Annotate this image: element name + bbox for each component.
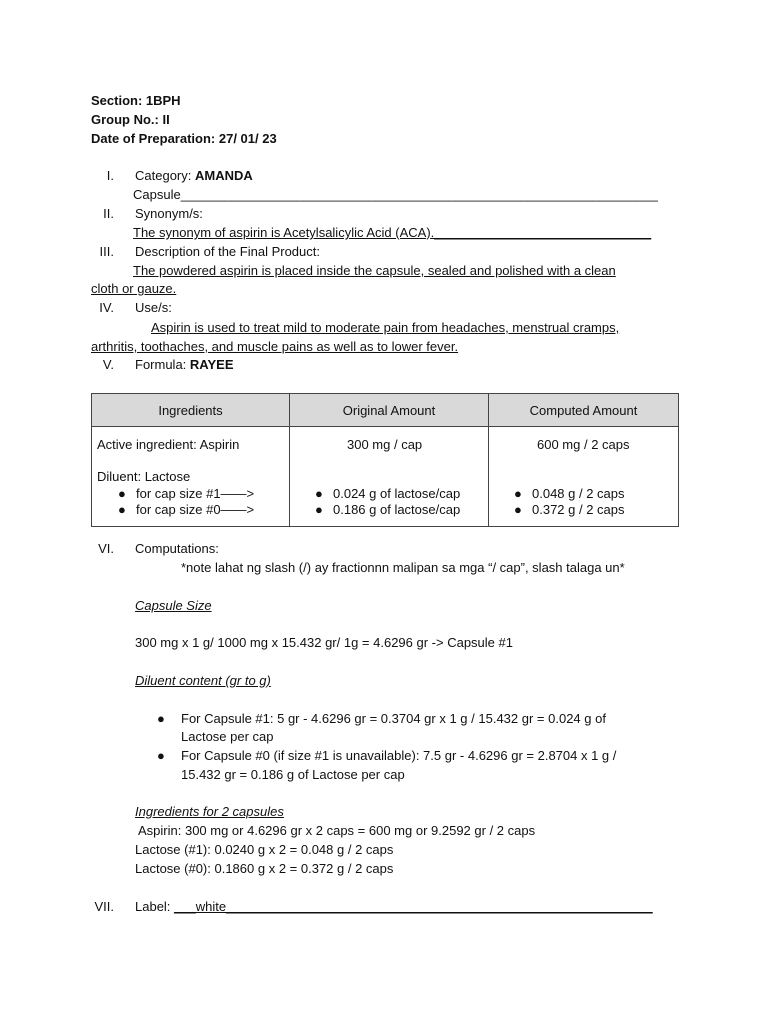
bullet-icon: ●	[514, 486, 522, 501]
bullet-icon: ●	[315, 502, 323, 517]
table-row	[92, 427, 679, 527]
diluent-line-1a: For Capsule #1: 5 gr - 4.6296 gr = 0.3704 gr x 1 g / 15.432 gr = 0.024 g of	[181, 711, 606, 726]
cell-original-size-0: 0.186 g of lactose/cap	[333, 502, 461, 517]
table-cell-ingredients	[92, 427, 290, 527]
ingredients-table	[91, 393, 679, 527]
item-ii-value: The synonym of aspirin is Acetylsalicylic Acid (ACA).______________________________	[133, 225, 652, 240]
diluent-line-1b: Lactose per cap	[181, 729, 274, 744]
label-label: Label:	[135, 899, 175, 914]
item-v-formula	[135, 357, 234, 372]
cell-computed-active: 600 mg / 2 caps	[537, 437, 630, 452]
item-iii-label: Description of the Final Product:	[135, 244, 320, 259]
item-i-label: Category:	[135, 168, 195, 183]
computations-label: Computations:	[135, 541, 219, 556]
computations-note: *note lahat ng slash (/) ay fractionnn malipan sa mga “/ cap”, slash talaga un*	[181, 560, 625, 575]
table-header-ingredients: Ingredients	[92, 394, 290, 427]
list-item	[315, 486, 460, 501]
list-item	[118, 502, 254, 517]
bullet-icon: ●	[514, 502, 522, 517]
item-iv-value-2: arthritis, toothaches, and muscle pains as well as to lower fever.	[91, 339, 459, 354]
item-v-number: V.	[102, 357, 114, 372]
group-line: Group No.: II	[91, 112, 170, 127]
cell-original-active: 300 mg / cap	[347, 437, 423, 452]
item-i-number: I.	[106, 168, 114, 183]
item-iv-label: Use/s:	[135, 300, 172, 315]
section-line: Section: 1BPH	[91, 93, 181, 108]
ingredients-2-caps-heading: Ingredients for 2 capsules	[135, 804, 284, 819]
cell-computed-size-1: 0.048 g / 2 caps	[532, 486, 625, 501]
capsule-size-line: 300 mg x 1 g/ 1000 mg x 15.432 gr/ 1g = 4.6296 gr -> Capsule #1	[135, 635, 513, 650]
cell-cap-size-1: for cap size #1——>	[136, 486, 255, 501]
diluent-line-2b: 15.432 gr = 0.186 g of Lactose per cap	[181, 767, 405, 782]
item-vi-number: VI.	[98, 541, 114, 556]
item-i-value: Capsule__________________________________________________________________	[133, 187, 658, 202]
label-value: ___white___________________________________________________________	[174, 899, 653, 914]
cell-active-ingredient: Active ingredient: Aspirin	[97, 437, 240, 452]
item-v-label: Formula:	[135, 357, 190, 372]
table-cell-original	[290, 427, 489, 527]
cell-cap-size-0: for cap size #0——>	[136, 502, 255, 517]
table-header-row	[92, 394, 679, 427]
item-iv-number: IV.	[99, 300, 114, 315]
ingredients-line-aspirin: Aspirin: 300 mg or 4.6296 gr x 2 caps = 600 mg or 9.2592 gr / 2 caps	[138, 823, 536, 838]
ingredients-line-lactose-0: Lactose (#0): 0.1860 g x 2 = 0.372 g / 2 caps	[135, 861, 394, 876]
bullet-icon: ●	[118, 486, 126, 501]
cell-original-size-1: 0.024 g of lactose/cap	[333, 486, 461, 501]
item-v-name: RAYEE	[189, 357, 234, 372]
list-item	[315, 502, 460, 517]
label-line	[135, 899, 653, 914]
bullet-icon: ●	[118, 502, 126, 517]
item-ii-number: II.	[103, 206, 114, 221]
list-item	[514, 502, 625, 517]
date-line: Date of Preparation: 27/ 01/ 23	[91, 131, 277, 146]
capsule-size-heading: Capsule Size	[135, 598, 212, 613]
table-header-computed: Computed Amount	[489, 394, 679, 427]
list-item	[118, 486, 254, 501]
diluent-heading: Diluent content (gr to g)	[135, 673, 271, 688]
item-vii-number: VII.	[94, 899, 114, 914]
cell-computed-size-0: 0.372 g / 2 caps	[532, 502, 625, 517]
bullet-icon: ●	[157, 748, 165, 763]
item-i-category	[135, 168, 253, 183]
item-iv-value-1: Aspirin is used to treat mild to moderate pain from headaches, menstrual cramps,	[151, 320, 620, 335]
item-iii-number: III.	[99, 244, 114, 259]
cell-diluent: Diluent: Lactose	[97, 469, 191, 484]
diluent-line-2a: For Capsule #0 (if size #1 is unavailable): 7.5 gr - 4.6296 gr = 2.8704 x 1 g /	[181, 748, 617, 763]
bullet-icon: ●	[315, 486, 323, 501]
table-cell-computed	[489, 427, 679, 527]
item-i-name: AMANDA	[194, 168, 253, 183]
table-header-original: Original Amount	[290, 394, 489, 427]
item-iii-value-1: The powdered aspirin is placed inside the capsule, sealed and polished with a clean	[133, 263, 616, 278]
item-ii-label: Synonym/s:	[135, 206, 203, 221]
bullet-icon: ●	[157, 711, 165, 726]
ingredients-line-lactose-1: Lactose (#1): 0.0240 g x 2 = 0.048 g / 2 caps	[135, 842, 394, 857]
item-iii-value-2: cloth or gauze.	[91, 281, 177, 296]
list-item	[514, 486, 625, 501]
